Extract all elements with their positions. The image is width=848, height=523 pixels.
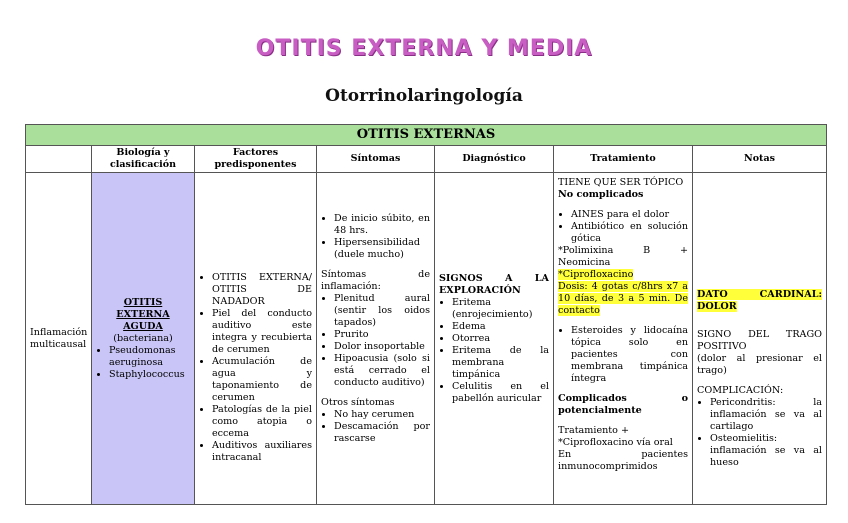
list-item: • Pericondritis: la inflamación se va al cartilago xyxy=(710,397,822,433)
dosage-highlight: Dosis: 4 gotas c/8hrs x7 a 10 días, de 3 a 5 min. De contacto xyxy=(558,281,688,316)
list-item: • Acumulación de agua y taponamiento de cerumen xyxy=(212,356,312,404)
list-item: • Hipersensibilidad (duele mucho) xyxy=(334,237,430,261)
header-diagnosis: Diagnóstico xyxy=(435,146,554,173)
diagnosis-heading: SIGNOS A LA EXPLORACIÓN xyxy=(439,272,549,296)
biology-type: (bacteriana) xyxy=(113,332,173,344)
treatment-uncomplicated-label: No complicados xyxy=(558,189,644,200)
list-item: • Celulitis en el pabellón auricular xyxy=(452,381,549,405)
list-item: • Eritema (enrojecimiento) xyxy=(452,297,549,321)
cipro-highlight: *Ciprofloxacino xyxy=(558,269,634,280)
treatment-complicated: Tratamiento + xyxy=(558,425,630,436)
symptoms-top-list xyxy=(321,213,430,261)
header-notes: Notas xyxy=(693,146,827,173)
notes-cell xyxy=(693,173,827,505)
header-treatment: Tratamiento xyxy=(554,146,693,173)
biology-list xyxy=(96,345,190,381)
treatment-complicated-label: Complicados o potencialmente xyxy=(558,393,688,416)
symptoms-other-list xyxy=(321,409,430,445)
treatment-steroid-list xyxy=(558,325,688,385)
list-item: • Eritema de la membrana timpánica xyxy=(452,345,549,381)
list-item: • Dolor insoportable xyxy=(334,341,430,353)
list-item: • Otorrea xyxy=(452,333,549,345)
header-factors: Factores predisponentes xyxy=(195,146,317,173)
row-label: Inflamación multicausal xyxy=(26,173,92,505)
treatment-uncomplicated-list xyxy=(558,209,688,245)
list-item: • Hipoacusia (solo si está cerrado el conducto auditivo) xyxy=(334,353,430,389)
symptoms-other-label: Otros síntomas xyxy=(321,397,395,408)
treatment-complicated-cipro: *Ciprofloxacino vía oral xyxy=(558,437,673,448)
diagnosis-list xyxy=(439,297,549,405)
list-item: • Staphylococcus xyxy=(109,369,190,381)
list-item: • Piel del conducto auditivo este integra y recubierta de cerumen xyxy=(212,308,312,356)
list-item: • Pseudomonas aeruginosa xyxy=(109,345,190,369)
list-item: • Auditivos auxiliares intracanal xyxy=(212,440,312,464)
treatment-intro: TIENE QUE SER TÓPICO xyxy=(558,177,684,188)
header-blank xyxy=(26,146,92,173)
header-symptoms: Síntomas xyxy=(317,146,435,173)
header-biology: Biología y clasificación xyxy=(92,146,195,173)
list-item: • Esteroides y lidocaína tópica solo en pacientes con membrana timpánica íntegra xyxy=(571,325,688,385)
biology-name: OTITIS EXTERNA AGUDA xyxy=(116,296,170,332)
list-item: • Plenitud aural (sentir los oidos tapados) xyxy=(334,293,430,329)
treatment-cell xyxy=(554,173,693,505)
notes-cardinal xyxy=(697,289,822,313)
page-title: OTITIS EXTERNA Y MEDIA xyxy=(255,36,593,61)
cardinal-highlight: DATO CARDINAL: DOLOR xyxy=(697,289,822,312)
treatment-immuno: En pacientes inmunocomprimidos xyxy=(558,449,688,472)
list-item: • Patologías de la piel como atopia o eccema xyxy=(212,404,312,440)
treatment-dosage xyxy=(558,281,688,317)
page-subtitle: Otorrinolaringología xyxy=(325,86,523,106)
list-item: • No hay cerumen xyxy=(334,409,430,421)
list-item: • Prurito xyxy=(334,329,430,341)
symptoms-inflammation-label: Síntomas de inflamación: xyxy=(321,269,430,292)
treatment-cipro xyxy=(558,269,688,281)
notes-sign-detail: (dolor al presionar el trago) xyxy=(697,353,822,376)
notes-sign: SIGNO DEL TRAGO POSITIVO xyxy=(697,329,822,352)
symptoms-inflammation-list xyxy=(321,293,430,389)
table-row xyxy=(26,173,827,505)
biology-cell xyxy=(92,173,195,505)
list-item: • Descamación por rascarse xyxy=(334,421,430,445)
notes-complication-list xyxy=(697,397,822,469)
header-row xyxy=(26,146,827,173)
otitis-table xyxy=(25,124,827,505)
list-item: • AINES para el dolor xyxy=(571,209,688,221)
list-item: • De inicio súbito, en 48 hrs. xyxy=(334,213,430,237)
symptoms-cell xyxy=(317,173,435,505)
notes-complication-label: COMPLICACIÓN: xyxy=(697,385,784,396)
factors-list xyxy=(199,272,312,464)
list-item: • Antibiótico en solución gótica xyxy=(571,221,688,245)
list-item: • Osteomielitis: inflamación se va al hueso xyxy=(710,433,822,469)
treatment-combo: *Polimixina B + Neomicina xyxy=(558,245,688,268)
list-item: • OTITIS EXTERNA/ OTITIS DE NADADOR xyxy=(212,272,312,308)
list-item: • Edema xyxy=(452,321,549,333)
diagnosis-cell xyxy=(435,173,554,505)
factors-cell xyxy=(195,173,317,505)
table-banner: OTITIS EXTERNAS xyxy=(26,125,827,146)
